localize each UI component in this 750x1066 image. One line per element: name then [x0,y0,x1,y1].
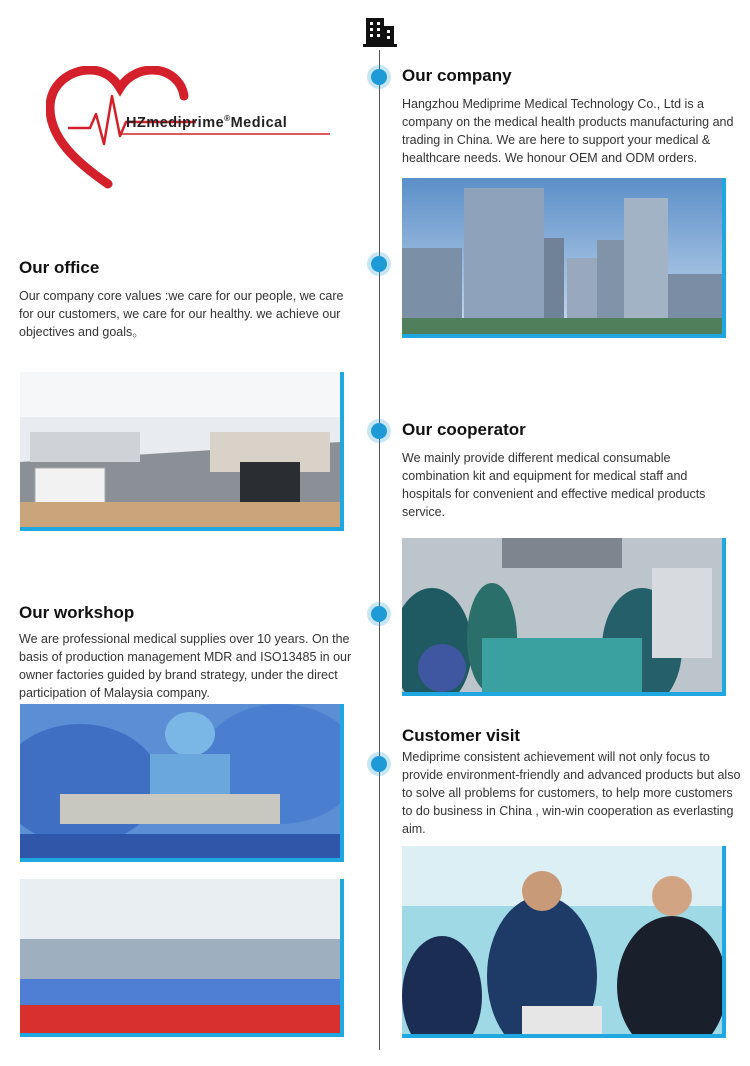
our-cooperator-text: We mainly provide different medical consumable combination kit and equipment for medical staff and hospitals for convenient and effective medical products service. [402,451,706,519]
timeline-dot-cooperator [371,423,387,439]
our-office-text: Our company core values :we care for our people, we care for our customers, we care for our healthy. we achieve our objectives and goals。 [19,289,344,339]
customer-visit-title: Customer visit [402,726,521,745]
timeline-line [379,50,380,1050]
company-building-photo [402,178,722,334]
office-interior-photo [20,372,340,527]
our-company-title: Our company [402,66,512,85]
timeline-dot-workshop [371,606,387,622]
logo-text: HZmediprime [126,114,225,131]
logo-registered-mark: ® [224,114,231,123]
customer-visit-photo [402,846,722,1034]
workshop-sewing-photo [20,704,340,858]
workshop-hall-photo [20,879,340,1033]
building-icon [362,14,398,48]
timeline-dot-visit [371,756,387,772]
operating-room-photo [402,538,722,692]
timeline-dot-company [371,69,387,85]
our-workshop-title: Our workshop [19,603,135,622]
our-workshop-text: We are professional medical supplies over 10 years. On the basis of production management MDR and ISO13485 in our owner factories guided by brand strategy, under the direct participation of Malaysia company. [19,632,352,700]
timeline-dot-office [371,256,387,272]
logo-suffix: Medical [230,114,288,131]
our-company-text: Hangzhou Mediprime Medical Technology Co., Ltd is a company on the medical health products manufacturing and trading in China. We are here to support your medical & healthcare needs. We honour OEM and ODM orders. [402,97,734,165]
our-office-title: Our office [19,258,100,277]
our-cooperator-title: Our cooperator [402,420,526,439]
brand-logo [46,66,336,190]
customer-visit-text: Mediprime consistent achievement will not only focus to provide environment-friendly and advanced products but also to solve all problems for customers, to help more customers to do business in China , win-win cooperation as everlasting aim. [402,750,741,836]
